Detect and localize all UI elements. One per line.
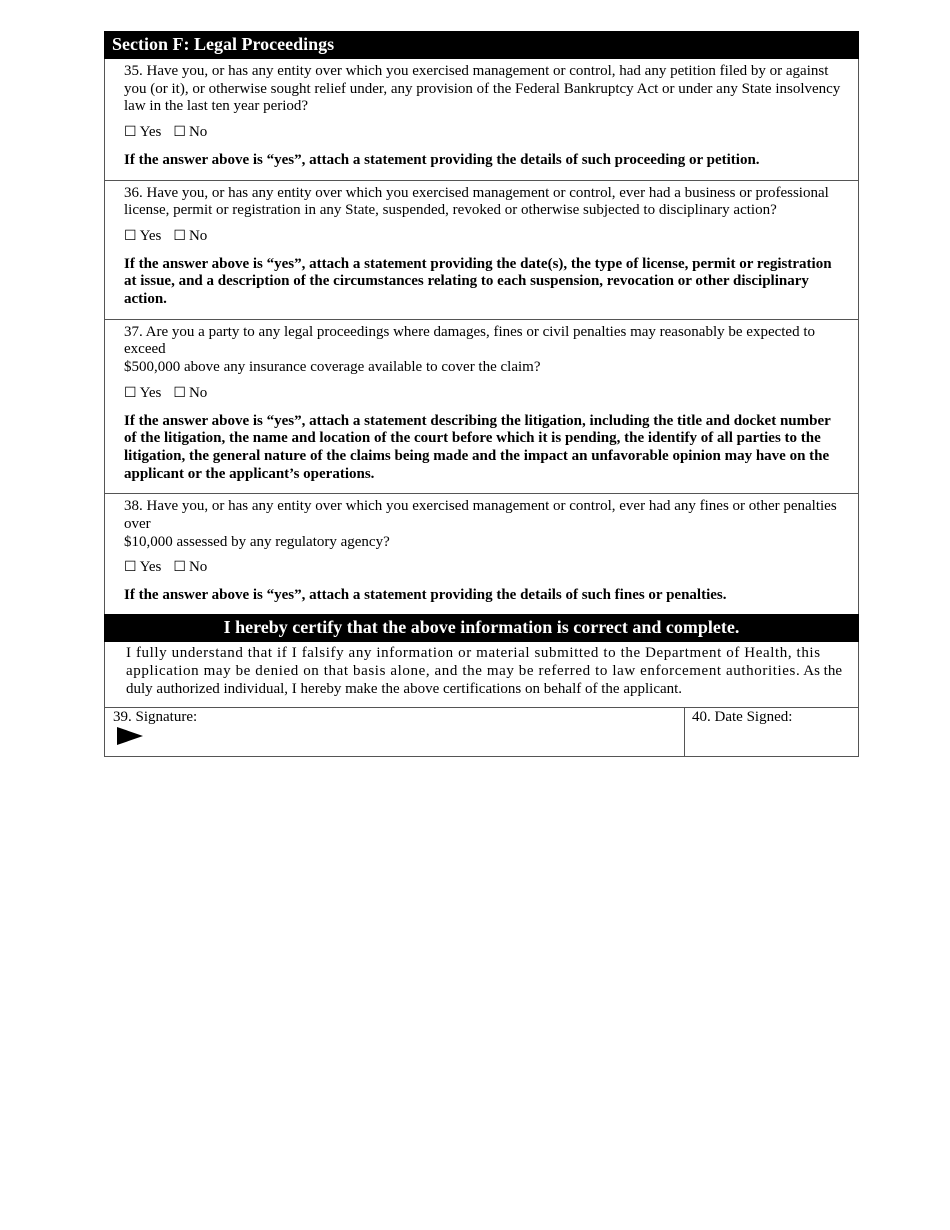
question-38 [105,494,858,615]
question-text [124,498,846,551]
no-label: No [188,384,208,401]
checkbox-icon: ☐ [124,227,137,244]
yes-no-options [124,124,846,142]
signature-label: 39. Signature: [113,708,198,725]
yes-no-options [124,228,846,246]
instruction-text: If the answer above is “yes”, attach a statement providing the details of such proceeding or petition. [124,151,760,168]
checkbox-icon: ☐ [173,384,186,401]
checkbox-icon: ☐ [124,124,137,141]
no-label: No [188,227,208,244]
yes-label: Yes [139,559,162,576]
checkbox-icon: ☐ [173,124,186,141]
yes-label: Yes [139,227,162,244]
question-36 [105,181,858,320]
no-checkbox[interactable] [173,385,207,403]
yes-checkbox[interactable] [124,559,161,577]
no-checkbox[interactable] [173,228,207,246]
question-text: 36. Have you, or has any entity over which you exercised management or control, ever had a business or professional license, permit or registration in any State, suspended, revoked or otherwise subjected to disciplinary action? [124,184,829,219]
question-text [124,324,846,377]
yes-checkbox[interactable] [124,385,161,403]
certification-body [104,642,859,708]
yes-label: Yes [139,384,162,401]
certification-heading: I hereby certify that the above information is correct and complete. [104,614,859,642]
instruction-text: If the answer above is “yes”, attach a statement providing the date(s), the type of license, permit or registration at issue, and a description of the circumstances relating to each suspension, revocation or other disciplinary action. [124,255,832,308]
yes-checkbox[interactable] [124,228,161,246]
date-signed-label: 40. Date Signed: [692,708,793,725]
instruction-text: If the answer above is “yes”, attach a statement describing the litigation, including the title and docket number of the litigation, the name and location of the court before which it is pending, the identify of all parties to the litigation, the general nature of the claims being made and the impact an unfavorable opinion may have on the applicant or the applicant’s operations. [124,412,831,482]
no-label: No [188,124,208,141]
question-35 [105,59,858,181]
question-text-line1: 38. Have you, or has any entity over which you exercised management or control, ever had any fines or other penalties over [124,498,837,533]
certification-text-spaced: I fully understand that if I falsify any information or material submitted to the Department of Health, this application may be denied on that basis alone, and the may be referred to law enforcement authorities. [126,644,821,679]
section-title: Section F: Legal Proceedings [104,31,859,59]
arrow-right-icon [117,727,143,745]
question-text-line2: $10,000 assessed by any regulatory agency? [124,533,390,550]
yes-no-options [124,559,846,577]
no-label: No [188,559,208,576]
no-checkbox[interactable] [173,124,207,142]
yes-label: Yes [139,124,162,141]
certification-text-rest: As the duly authorized individual, I hereby make the above certifications on behalf of the applicant. [126,662,842,697]
no-checkbox[interactable] [173,559,207,577]
yes-checkbox[interactable] [124,124,161,142]
legal-proceedings-form [104,31,859,757]
question-text-line1: 37. Are you a party to any legal proceedings where damages, fines or civil penalties may reasonably be expected to exceed [124,323,816,358]
question-text: 35. Have you, or has any entity over which you exercised management or control, had any petition filed by or against you (or it), or otherwise sought relief under, any provision of the Federal Bankruptcy Act or under any State insolvency law in the last ten year period? [124,63,841,115]
checkbox-icon: ☐ [173,559,186,576]
instruction-text: If the answer above is “yes”, attach a statement providing the details of such fines or penalties. [124,587,727,604]
checkbox-icon: ☐ [124,559,137,576]
question-37 [105,320,858,495]
date-signed-field[interactable] [685,708,858,756]
yes-no-options [124,385,846,403]
signature-field[interactable] [105,708,685,756]
checkbox-icon: ☐ [173,227,186,244]
checkbox-icon: ☐ [124,384,137,401]
question-text-line2: $500,000 above any insurance coverage available to cover the claim? [124,359,541,376]
signature-row [104,708,859,757]
questions-container [104,59,859,615]
